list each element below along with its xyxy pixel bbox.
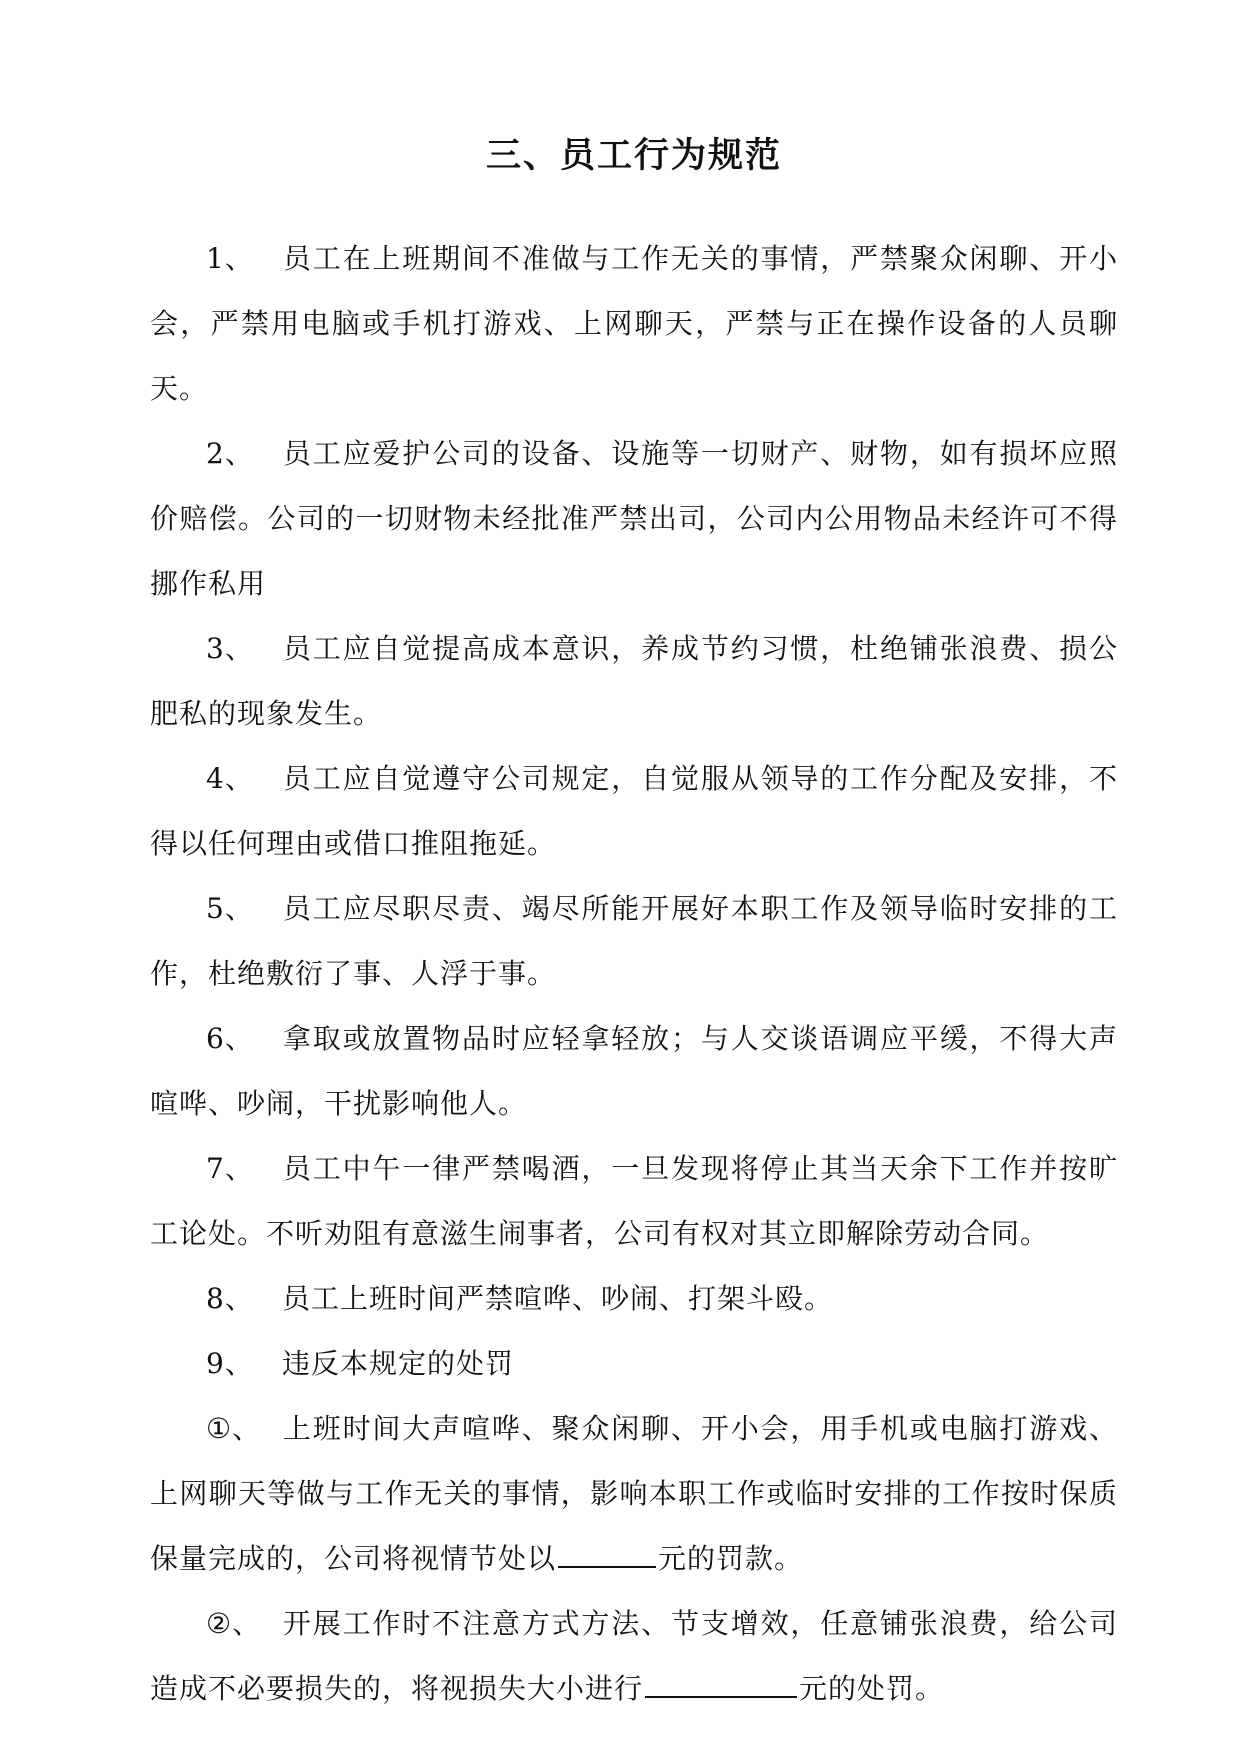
item-text: 员工应尽职尽责、竭尽所能开展好本职工作及领导临时安排的工作，杜绝敷衍了事、人浮于事。 bbox=[150, 892, 1118, 990]
item-number: 8、 bbox=[206, 1282, 254, 1315]
item-number: 6、 bbox=[206, 1022, 254, 1055]
item-text: 员工在上班期间不准做与工作无关的事情，严禁聚众闲聊、开小会，严禁用电脑或手机打游戏、上网聊天，严禁与正在操作设备的人员聊天。 bbox=[150, 242, 1118, 405]
item-number: 1、 bbox=[206, 242, 254, 275]
penalty-item-1 bbox=[150, 1396, 1118, 1591]
penalty-text-suffix: 元的处罚。 bbox=[799, 1672, 945, 1705]
item-number: 4、 bbox=[206, 762, 254, 795]
item-number: 2、 bbox=[206, 437, 254, 470]
item-number: 3、 bbox=[206, 632, 254, 665]
item-text: 拿取或放置物品时应轻拿轻放；与人交谈语调应平缓，不得大声喧哗、吵闹，干扰影响他人。 bbox=[150, 1022, 1118, 1120]
item-number: 9、 bbox=[206, 1347, 254, 1380]
rule-item-3 bbox=[150, 616, 1118, 746]
document-body bbox=[150, 226, 1118, 1721]
rule-item-4 bbox=[150, 746, 1118, 876]
item-text: 员工应爱护公司的设备、设施等一切财产、财物，如有损坏应照价赔偿。公司的一切财物未经批准严禁出司，公司内公用物品未经许可不得挪作私用 bbox=[150, 437, 1118, 600]
item-text: 员工应自觉遵守公司规定，自觉服从领导的工作分配及安排，不得以任何理由或借口推阻拖延。 bbox=[150, 762, 1118, 860]
item-number: 5、 bbox=[206, 892, 254, 925]
penalty-text: 开展工作时不注意方式方法、节支增效，任意铺张浪费，给公司造成不必要损失的，将视损失大小进行 bbox=[150, 1607, 1118, 1705]
penalty-number: ②、 bbox=[206, 1607, 262, 1640]
penalty-number: ①、 bbox=[206, 1412, 262, 1445]
rule-item-9 bbox=[150, 1331, 1118, 1396]
rule-item-7 bbox=[150, 1136, 1118, 1266]
rule-item-2 bbox=[150, 421, 1118, 616]
rule-item-5 bbox=[150, 876, 1118, 1006]
fine-amount-blank bbox=[645, 1672, 797, 1698]
item-number: 7、 bbox=[206, 1152, 254, 1185]
penalty-text: 上班时间大声喧哗、聚众闲聊、开小会，用手机或电脑打游戏、上网聊天等做与工作无关的事情，影响本职工作或临时安排的工作按时保质保量完成的，公司将视情节处以 bbox=[150, 1412, 1118, 1575]
penalty-text-suffix: 元的罚款。 bbox=[658, 1542, 804, 1575]
penalty-item-2 bbox=[150, 1591, 1118, 1721]
rule-item-8 bbox=[150, 1266, 1118, 1331]
item-text: 员工中午一律严禁喝酒，一旦发现将停止其当天余下工作并按旷工论处。不听劝阻有意滋生闹事者，公司有权对其立即解除劳动合同。 bbox=[150, 1152, 1118, 1250]
rule-item-1 bbox=[150, 226, 1118, 421]
page-title: 三、员工行为规范 bbox=[485, 136, 782, 176]
rule-item-6 bbox=[150, 1006, 1118, 1136]
item-text: 员工应自觉提高成本意识，养成节约习惯，杜绝铺张浪费、损公肥私的现象发生。 bbox=[150, 632, 1118, 730]
fine-amount-blank bbox=[558, 1542, 656, 1568]
item-text: 违反本规定的处罚 bbox=[282, 1347, 515, 1380]
item-text: 员工上班时间严禁喧哗、吵闹、打架斗殴。 bbox=[282, 1282, 834, 1315]
